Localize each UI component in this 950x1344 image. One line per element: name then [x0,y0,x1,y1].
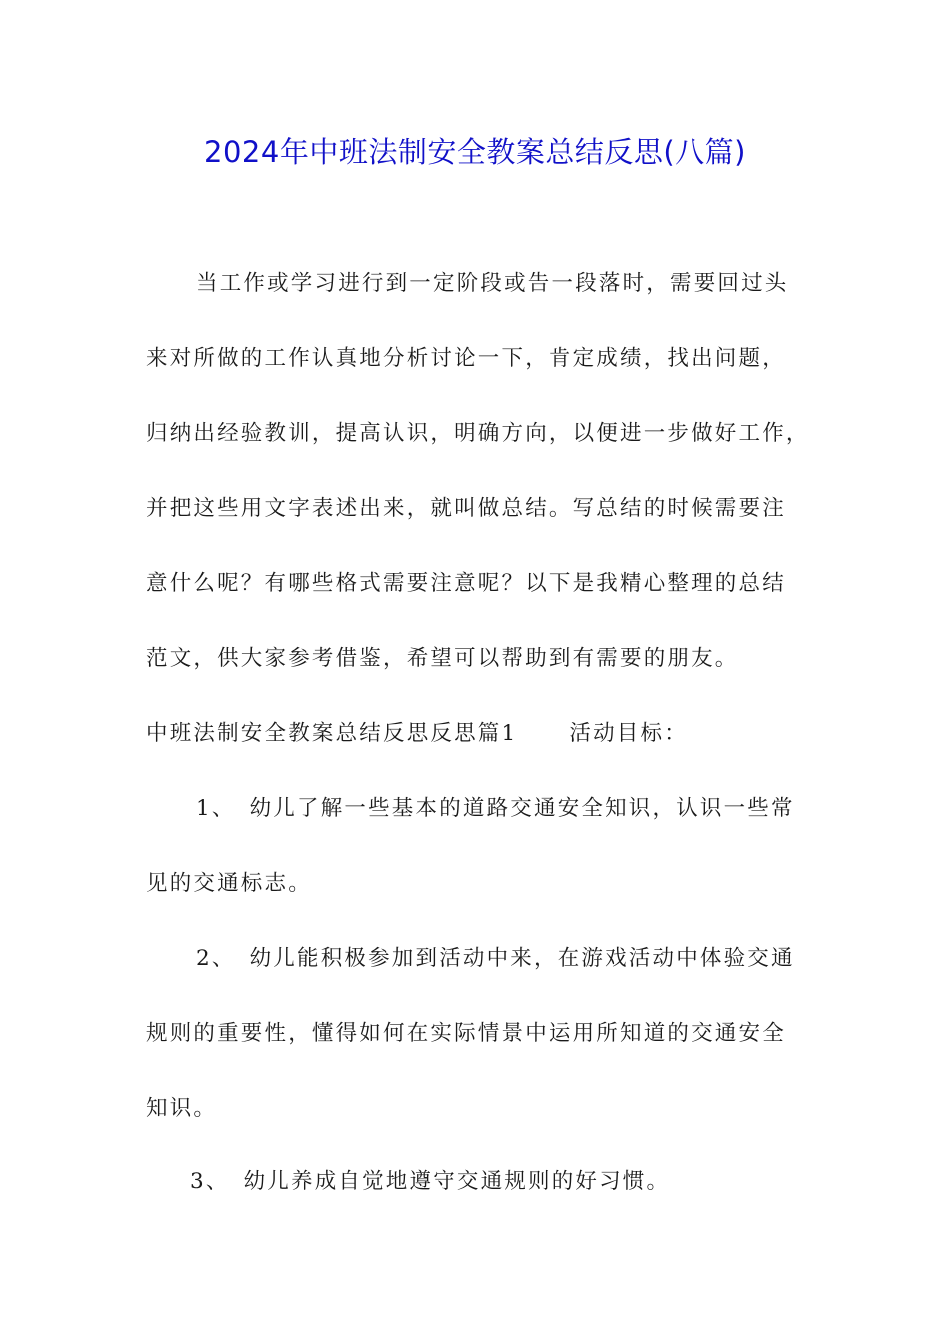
goal-3-text-1: 幼儿养成自觉地遵守交通规则的好习惯。 [243,1169,671,1194]
goal-1-text-1: 幼儿了解一些基本的道路交通安全知识，认识一些常 [249,796,795,821]
goal-3-number: 3、 [190,1169,230,1194]
goal-2-number: 2、 [196,946,236,971]
goal-2-line-3: 知识。 [146,1096,218,1121]
section-heading: 中班法制安全教案总结反思反思篇1 [146,721,518,746]
intro-line-4: 并把这些用文字表述出来，就叫做总结。写总结的时候需要注 [146,496,786,521]
goal-1-number: 1、 [196,796,236,821]
section-subheading: 活动目标： [569,721,688,746]
intro-line-3: 归纳出经验教训，提高认识，明确方向，以便进一步做好工作， [146,421,810,446]
goal-2-line-2: 规则的重要性，懂得如何在实际情景中运用所知道的交通安全 [146,1021,786,1046]
goal-2-line-1 [196,941,795,977]
goal-1-line-1 [196,791,795,827]
goal-2-text-1: 幼儿能积极参加到活动中来，在游戏活动中体验交通 [249,946,795,971]
intro-line-1: 当工作或学习进行到一定阶段或告一段落时，需要回过头 [196,271,789,296]
section-heading-line [146,716,688,752]
goal-1-line-2: 见的交通标志。 [146,871,312,896]
document-title: 2024年中班法制安全教案总结反思(八篇) [204,135,746,169]
goal-3-line-1 [190,1164,670,1200]
intro-line-2: 来对所做的工作认真地分析讨论一下，肯定成绩，找出问题， [146,346,786,371]
intro-line-5: 意什么呢？有哪些格式需要注意呢？以下是我精心整理的总结 [146,571,786,596]
intro-line-6: 范文，供大家参考借鉴，希望可以帮助到有需要的朋友。 [146,646,739,671]
